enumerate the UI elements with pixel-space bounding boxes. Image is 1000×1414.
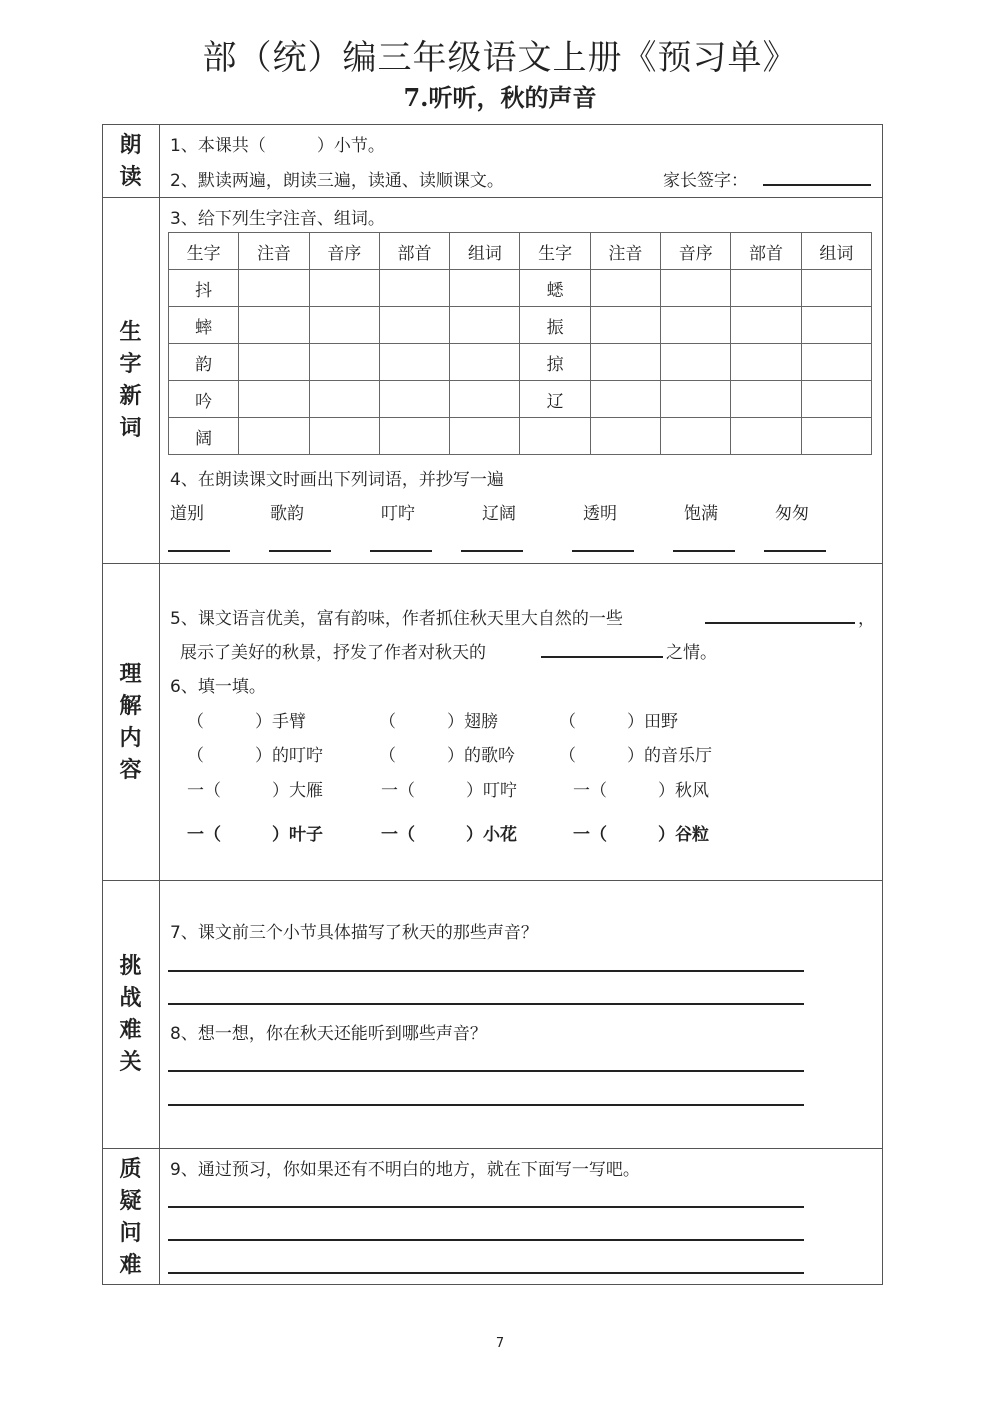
blank-cell[interactable] (801, 344, 871, 381)
copy-blank[interactable] (269, 550, 331, 552)
blank-cell[interactable] (239, 307, 309, 344)
fill-item: 一（ ）大雁 (187, 781, 323, 801)
word-item: 歌韵 (270, 504, 304, 524)
table-header: 音序 (309, 233, 379, 270)
question-5: 5、课文语言优美，富有韵味，作者抓住秋天里大自然的一些 (170, 609, 623, 629)
copy-blank[interactable] (370, 550, 432, 552)
fill-item: （ ）的音乐厅 (559, 746, 712, 766)
answer-line[interactable] (168, 1070, 804, 1072)
question-1: 1、本课共（ ）小节。 (170, 136, 385, 156)
question-3: 3、给下列生字注音、组词。 (170, 209, 385, 229)
answer-line[interactable] (168, 1206, 804, 1208)
character-cell (520, 418, 590, 455)
answer-line[interactable] (168, 1104, 804, 1106)
blank-cell[interactable] (801, 307, 871, 344)
fill-item: （ ）翅膀 (379, 712, 498, 732)
blank-cell[interactable] (309, 418, 379, 455)
character-cell: 韵 (169, 344, 239, 381)
table-header: 组词 (450, 233, 520, 270)
blank-cell[interactable] (661, 270, 731, 307)
blank-cell[interactable] (801, 270, 871, 307)
character-cell: 阔 (169, 418, 239, 455)
blank-cell[interactable] (450, 418, 520, 455)
row-divider (102, 1148, 883, 1149)
blank-cell[interactable] (379, 381, 449, 418)
blank-cell[interactable] (590, 418, 660, 455)
blank-cell[interactable] (731, 418, 801, 455)
blank-cell[interactable] (661, 381, 731, 418)
section-label-challenge: 挑 战 难 关 (119, 953, 142, 1075)
page-number: 7 (495, 1336, 505, 1351)
character-cell: 蟀 (169, 307, 239, 344)
blank-cell[interactable] (731, 270, 801, 307)
section-label-reading: 朗 读 (119, 131, 142, 190)
blank-cell[interactable] (379, 270, 449, 307)
section-label-new-words: 生 字 新 词 (119, 319, 142, 441)
table-header: 部首 (379, 233, 449, 270)
question-8: 8、想一想，你在秋天还能听到哪些声音？ (170, 1024, 487, 1044)
copy-blank[interactable] (673, 550, 735, 552)
table-row (169, 381, 872, 418)
fill-item: 一（ ）秋风 (573, 781, 709, 801)
answer-line[interactable] (168, 1239, 804, 1241)
blank-cell[interactable] (450, 381, 520, 418)
table-row (169, 270, 872, 307)
blank-cell[interactable] (239, 418, 309, 455)
signature-blank[interactable] (763, 184, 871, 186)
word-item: 饱满 (684, 504, 718, 524)
word-item: 辽阔 (482, 504, 516, 524)
blank-cell[interactable] (450, 270, 520, 307)
table-row (169, 307, 872, 344)
blank-cell[interactable] (731, 307, 801, 344)
copy-blank[interactable] (168, 550, 230, 552)
blank-cell[interactable] (731, 381, 801, 418)
table-header: 生字 (520, 233, 590, 270)
fill-blank[interactable] (541, 656, 663, 658)
section-label-understanding: 理 解 内 容 (119, 660, 142, 783)
fill-blank[interactable] (705, 622, 855, 624)
blank-cell[interactable] (379, 307, 449, 344)
blank-cell[interactable] (239, 270, 309, 307)
fill-item: （ ）的叮咛 (187, 746, 323, 766)
blank-cell[interactable] (450, 344, 520, 381)
table-header-row (169, 233, 872, 270)
blank-cell[interactable] (239, 381, 309, 418)
word-item: 叮咛 (381, 504, 415, 524)
word-item: 匆匆 (775, 504, 809, 524)
blank-cell[interactable] (661, 307, 731, 344)
row-divider (102, 563, 883, 564)
fill-item: 一（ ）叶子 (187, 825, 323, 845)
character-cell: 抖 (169, 270, 239, 307)
fill-item: （ ）田野 (559, 712, 678, 732)
answer-line[interactable] (168, 1003, 804, 1005)
blank-cell[interactable] (801, 381, 871, 418)
blank-cell[interactable] (801, 418, 871, 455)
column-divider (159, 124, 160, 1285)
table-header: 注音 (239, 233, 309, 270)
signature-label: 家长签字： (663, 171, 748, 191)
character-table (168, 232, 872, 455)
copy-blank[interactable] (572, 550, 634, 552)
question-5-comma: ， (858, 609, 875, 629)
character-cell: 吟 (169, 381, 239, 418)
fill-item: 一（ ）小花 (381, 825, 517, 845)
blank-cell[interactable] (309, 381, 379, 418)
blank-cell[interactable] (661, 344, 731, 381)
blank-cell[interactable] (309, 344, 379, 381)
blank-cell[interactable] (379, 344, 449, 381)
table-row (169, 344, 872, 381)
blank-cell[interactable] (379, 418, 449, 455)
copy-blank[interactable] (764, 550, 826, 552)
blank-cell[interactable] (731, 344, 801, 381)
question-9: 9、通过预习，你如果还有不明白的地方，就在下面写一写吧。 (170, 1160, 640, 1180)
answer-line[interactable] (168, 970, 804, 972)
blank-cell[interactable] (661, 418, 731, 455)
fill-item: 一（ ）谷粒 (573, 825, 709, 845)
blank-cell[interactable] (590, 344, 660, 381)
question-6: 6、填一填。 (170, 677, 266, 697)
question-5-end: 之情。 (666, 643, 717, 663)
blank-cell[interactable] (239, 344, 309, 381)
fill-item: （ ）手臂 (187, 712, 306, 732)
blank-cell[interactable] (450, 307, 520, 344)
copy-blank[interactable] (461, 550, 523, 552)
table-row (169, 418, 872, 455)
document-title: 部（统）编三年级语文上册《预习单》 (202, 38, 798, 78)
question-5-line-2: 展示了美好的秋景，抒发了作者对秋天的 (180, 643, 486, 663)
blank-cell[interactable] (590, 381, 660, 418)
blank-cell[interactable] (309, 270, 379, 307)
question-2: 2、默读两遍，朗读三遍，读通、读顺课文。 (170, 171, 504, 191)
section-label-questions: 质 疑 问 难 (119, 1155, 142, 1278)
answer-line[interactable] (168, 1272, 804, 1274)
blank-cell[interactable] (590, 270, 660, 307)
character-cell: 振 (520, 307, 590, 344)
character-cell: 辽 (520, 381, 590, 418)
table-header: 注音 (590, 233, 660, 270)
table-header: 组词 (801, 233, 871, 270)
question-4: 4、在朗读课文时画出下列词语，并抄写一遍 (170, 470, 504, 490)
table-header: 部首 (731, 233, 801, 270)
blank-cell[interactable] (309, 307, 379, 344)
table-header: 音序 (661, 233, 731, 270)
fill-item: （ ）的歌吟 (379, 746, 515, 766)
row-divider (102, 880, 883, 881)
fill-item: 一（ ）叮咛 (381, 781, 517, 801)
blank-cell[interactable] (590, 307, 660, 344)
lesson-title: 7.听听，秋的声音 (403, 83, 597, 112)
word-item: 透明 (583, 504, 617, 524)
table-header: 生字 (169, 233, 239, 270)
character-cell: 掠 (520, 344, 590, 381)
question-7: 7、课文前三个小节具体描写了秋天的那些声音？ (170, 923, 538, 943)
word-item: 道别 (170, 504, 204, 524)
row-divider (102, 197, 883, 198)
character-cell: 蟋 (520, 270, 590, 307)
